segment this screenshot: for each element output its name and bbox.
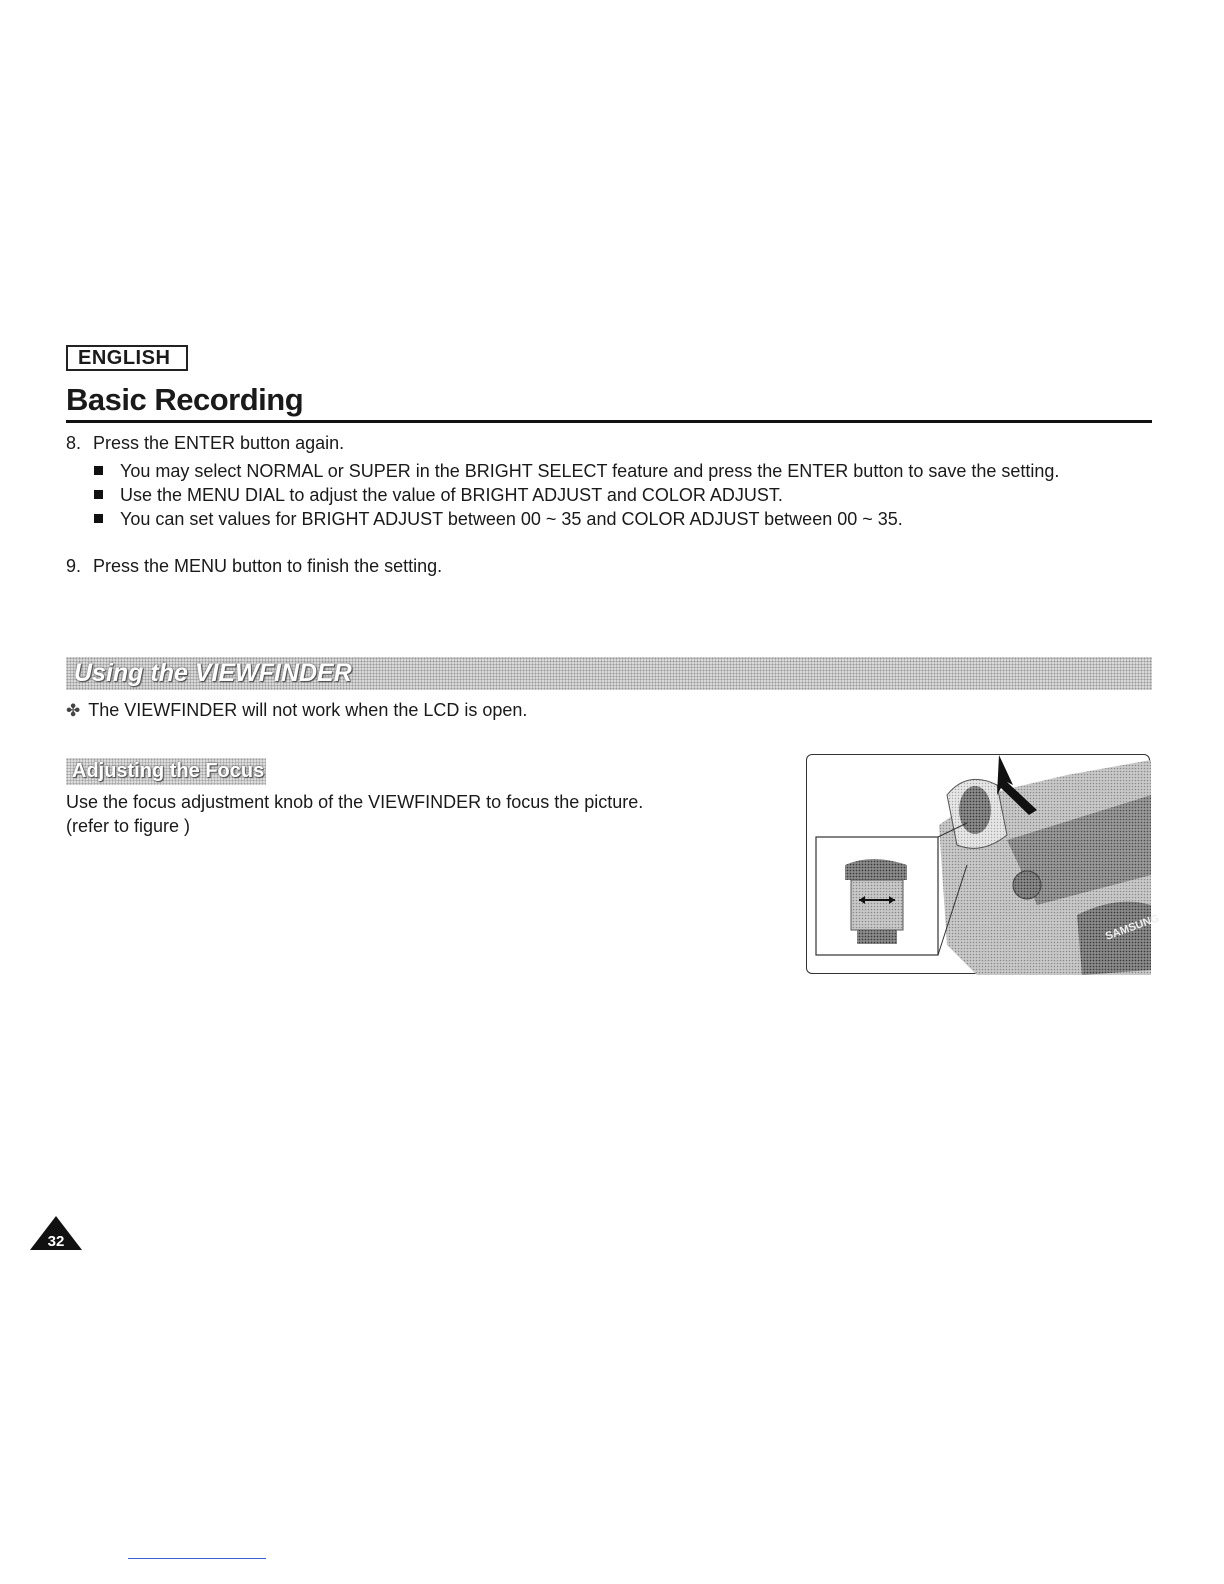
- list-item: [94, 507, 1059, 531]
- page-number-triangle-icon: [30, 1216, 82, 1252]
- body-line: (refer to figure ): [66, 816, 191, 836]
- diamond-bullet-icon: ✤: [66, 701, 81, 720]
- step-8: [66, 433, 344, 454]
- camcorder-illustration: [807, 755, 1161, 975]
- step-text: Press the ENTER button again.: [93, 433, 345, 453]
- eyepiece-knob: [851, 880, 903, 930]
- page-number: 32: [47, 1233, 65, 1250]
- step-text: Press the MENU button to finish the setting.: [93, 556, 443, 576]
- dial-icon: [1013, 871, 1041, 899]
- body-line: Use the focus adjustment knob of the VIEWFINDER to focus the picture.: [66, 792, 644, 812]
- step-9: [66, 556, 442, 577]
- list-item: [94, 483, 1059, 507]
- title-divider: [66, 420, 1152, 423]
- note-text: The VIEWFINDER will not work when the LCD is open.: [88, 700, 528, 720]
- square-bullet-icon: [94, 466, 103, 475]
- page-title: Basic Recording: [66, 382, 304, 417]
- bullet-text: You can set values for BRIGHT ADJUST between 00 ~ 35 and COLOR ADJUST between 00 ~ 35.: [120, 509, 903, 529]
- step-number: 8.: [66, 433, 82, 453]
- footer-rule: [128, 1558, 266, 1559]
- subsection-title: Adjusting the Focus: [72, 760, 265, 782]
- list-item: [94, 459, 1059, 483]
- brand-label: SAMSUNG: [1103, 912, 1161, 943]
- language-tag: ENGLISH: [66, 345, 188, 371]
- viewfinder-figure: [806, 754, 1161, 974]
- square-bullet-icon: [94, 490, 103, 499]
- step-number: 9.: [66, 556, 82, 576]
- eyepiece-base: [857, 930, 897, 944]
- bullet-text: You may select NORMAL or SUPER in the BRIGHT SELECT feature and press the ENTER button to save the setting.: [120, 461, 1060, 481]
- page-number-badge: [30, 1216, 82, 1257]
- square-bullet-icon: [94, 514, 103, 523]
- section-title: Using the VIEWFINDER: [74, 659, 352, 687]
- section-heading-bar: [66, 657, 1152, 690]
- eyecup-lens: [959, 786, 991, 834]
- bullet-text: Use the MENU DIAL to adjust the value of BRIGHT ADJUST and COLOR ADJUST.: [120, 485, 783, 505]
- section-note: [66, 700, 527, 721]
- step-8-bullet-list: [94, 459, 1059, 531]
- subsection-heading-bar: [66, 758, 266, 785]
